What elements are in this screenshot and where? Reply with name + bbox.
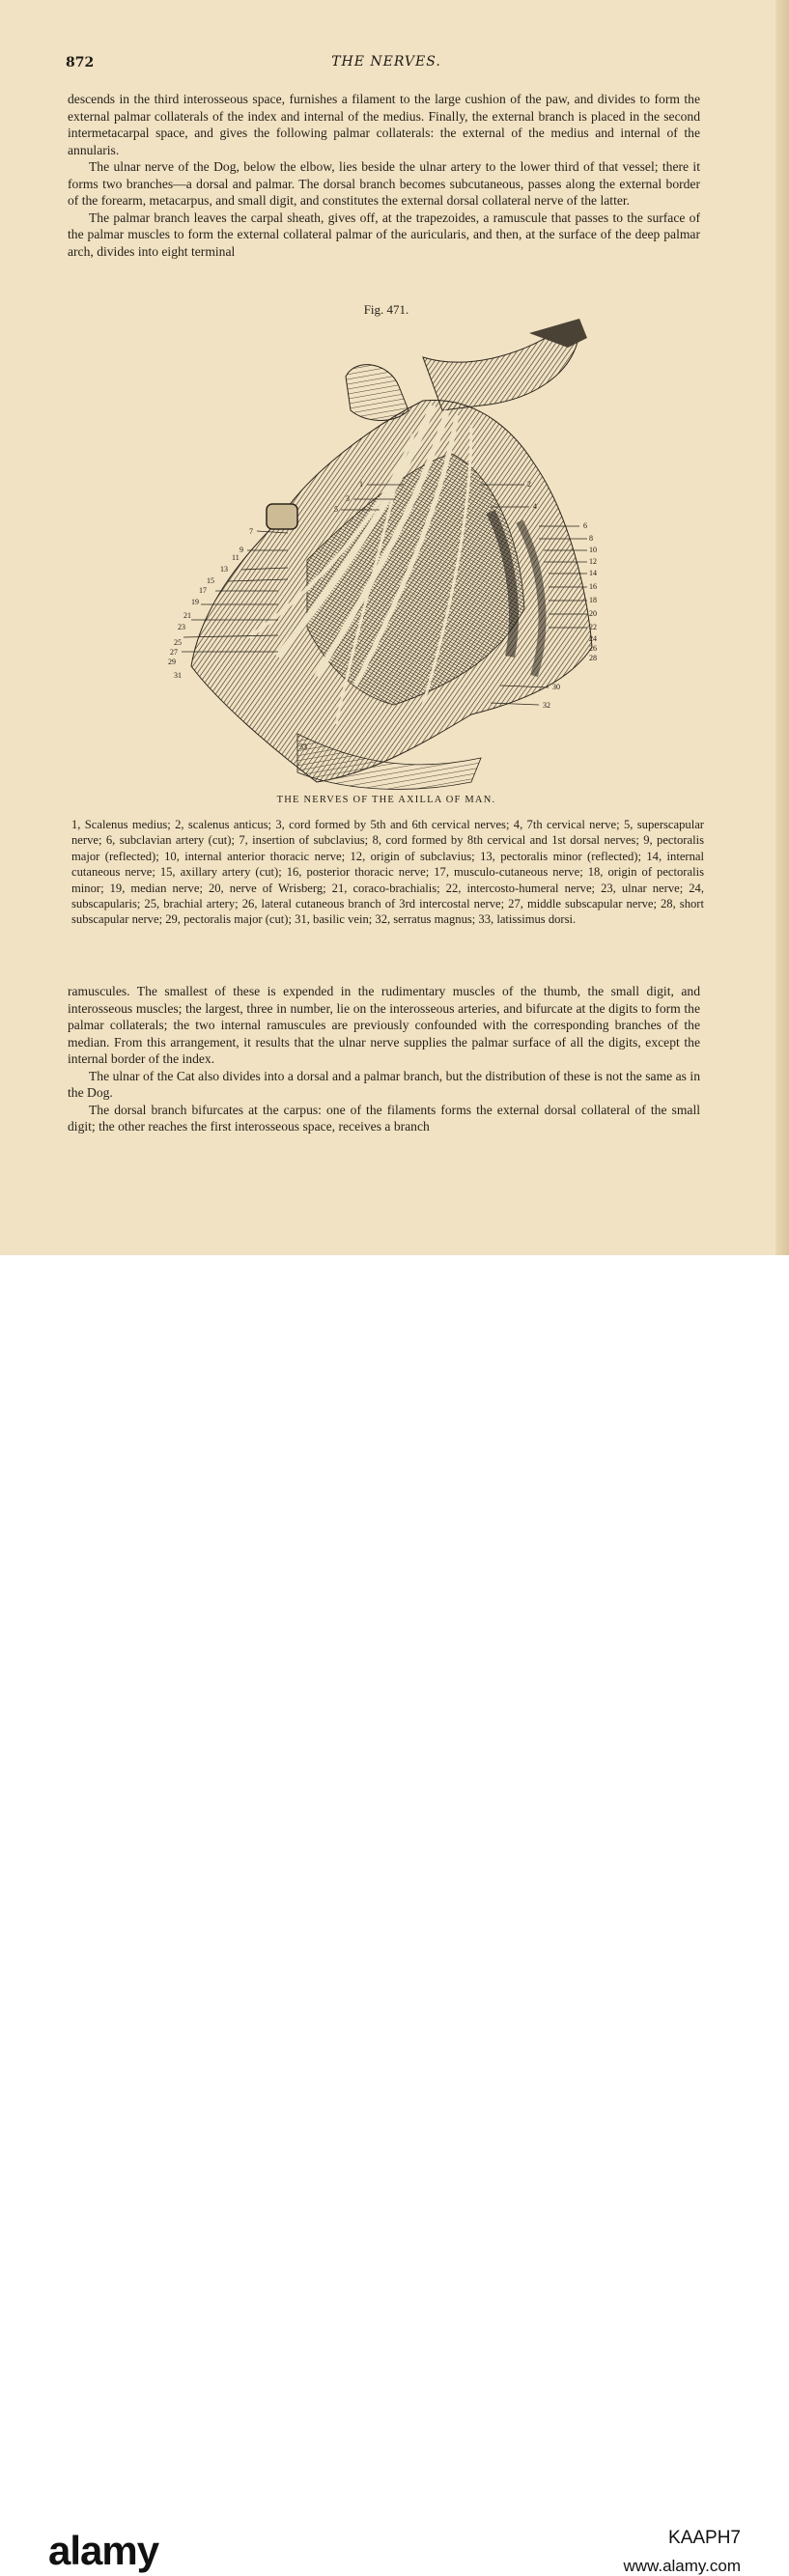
- figure-label: 27: [170, 648, 178, 657]
- figure-label: 4: [533, 502, 537, 511]
- paragraph: The ulnar nerve of the Dog, below the elbow, lies beside the ulnar artery to the lower third of that vessel; there it forms two branches—a dorsal and palmar. The dorsal branch becomes subcutaneous, passes along the external border of the forearm, metacarpus, and small digit, and constitutes the external dorsal collateral nerve of the latter.: [68, 159, 700, 208]
- figure-label: 25: [174, 638, 182, 647]
- book-page: [0, 0, 789, 1255]
- figure-caption: THE NERVES OF THE AXILLA OF MAN.: [276, 795, 496, 805]
- figure-label: 24: [589, 634, 597, 643]
- figure-label: 17: [199, 586, 207, 595]
- figure-label: 13: [220, 565, 228, 574]
- paragraph: The ulnar of the Cat also divides into a dorsal and a palmar branch, but the distribution of these is not the same as in the Dog.: [68, 1068, 700, 1100]
- figure-label: 14: [589, 569, 597, 577]
- figure-label: 28: [589, 654, 597, 662]
- figure-label: 8: [589, 534, 593, 543]
- figure-label: 15: [207, 576, 214, 585]
- axilla-nerve-illustration: [162, 319, 606, 794]
- figure-label: 6: [583, 521, 587, 530]
- figure-label: 19: [191, 598, 199, 606]
- figure-label: 10: [589, 546, 597, 554]
- paragraph: The palmar branch leaves the carpal sheath, gives off, at the trapezoides, a ramuscule that passes to the surface of the palmar muscles to form the external collateral palmar of the auricularis, and then, at the surface of the deep palmar arch, divides into eight terminal: [68, 210, 700, 259]
- figure-label: 29: [168, 658, 176, 666]
- body-text-bottom: [68, 983, 700, 1135]
- figure-label: 1: [359, 480, 363, 489]
- alamy-logo: alamy: [48, 2528, 159, 2573]
- figure-label: 18: [589, 596, 597, 604]
- figure-legend: 1, Scalenus medius; 2, scalenus anticus; 3, cord formed by 5th and 6th cervical nerves; 4, 7th cervical nerve; 5, superscapular nerve; 6, subclavian artery (cut); 7, insertion of subclavius; 8, cord formed by 8th cervical and 1st dorsal nerves; 9, pectoralis major (reflected); 10, internal anterior thoracic nerve; 12, origin of subclavius; 13, pectoralis minor (reflected); 14, internal cutaneous nerve; 15, axillary artery (cut); 16, posterior thoracic nerve; 17, musculo-cutaneous nerve; 18, origin of pectoralis minor; 19, median nerve; 20, nerve of Wrisberg; 21, coraco-brachialis; 22, intercosto-humeral nerve; 23, ulnar nerve; 24, subscapularis; 25, brachial artery; 26, lateral cutaneous branch of 3rd intercostal nerve; 27, middle subscapular nerve; 28, short subscapular nerve; 29, pectoralis major (cut); 31, basilic vein; 32, serratus magnus; 33, latissimus dorsi.: [71, 818, 704, 927]
- figure-label: 3: [346, 494, 350, 503]
- paragraph: The dorsal branch bifurcates at the carpus: one of the filaments forms the external dorsal collateral of the small digit; the other reaches the first interosseous space, receives a branch: [68, 1102, 700, 1134]
- figure-label: 23: [178, 623, 185, 631]
- site-url: www.alamy.com: [623, 2557, 741, 2575]
- figure-label: 11: [232, 553, 240, 562]
- figure-label: 20: [589, 609, 597, 618]
- body-text-top: [68, 91, 700, 260]
- figure-label: 7: [249, 527, 253, 536]
- running-title: THE NERVES.: [331, 54, 441, 70]
- paragraph: descends in the third interosseous space, furnishes a filament to the large cushion of the paw, and divides to form the external palmar collaterals of the index and internal of the medius. Finally, the external branch is placed in the second intermetacarpal space, and gives the following palmar collaterals: the external of the medius and internal of the annularis.: [68, 92, 700, 157]
- figure-label: 9: [240, 546, 243, 554]
- figure-label: 31: [174, 671, 182, 680]
- figure-label: 2: [527, 480, 531, 489]
- figure-label: 12: [589, 557, 597, 566]
- figure-label: 33: [299, 742, 307, 751]
- page-number: 872: [66, 55, 95, 70]
- figure-label: 16: [589, 582, 597, 591]
- paragraph: ramuscules. The smallest of these is expended in the rudimentary muscles of the thumb, the small digit, and interosseous muscles; the largest, three in number, lie on the interosseous arteries, and bifurcate at the digits to form the palmar collaterals; the two internal ramuscules are previously confounded with the corresponding branches of the median. From this arrangement, it results that the ulnar nerve supplies the palmar surface of all the digits, except the internal border of the index.: [68, 984, 700, 1066]
- figure-label: 21: [183, 611, 191, 620]
- figure-number: Fig. 471.: [363, 302, 409, 317]
- page-edge: [775, 0, 789, 1255]
- figure-label: 26: [589, 644, 597, 653]
- figure-label: 5: [334, 505, 338, 514]
- figure-label: 32: [543, 701, 550, 710]
- image-id: KAAPH7: [668, 2528, 741, 2548]
- figure-label: 22: [589, 623, 597, 631]
- figure-label: 30: [552, 683, 560, 691]
- stock-footer: [0, 1255, 789, 2575]
